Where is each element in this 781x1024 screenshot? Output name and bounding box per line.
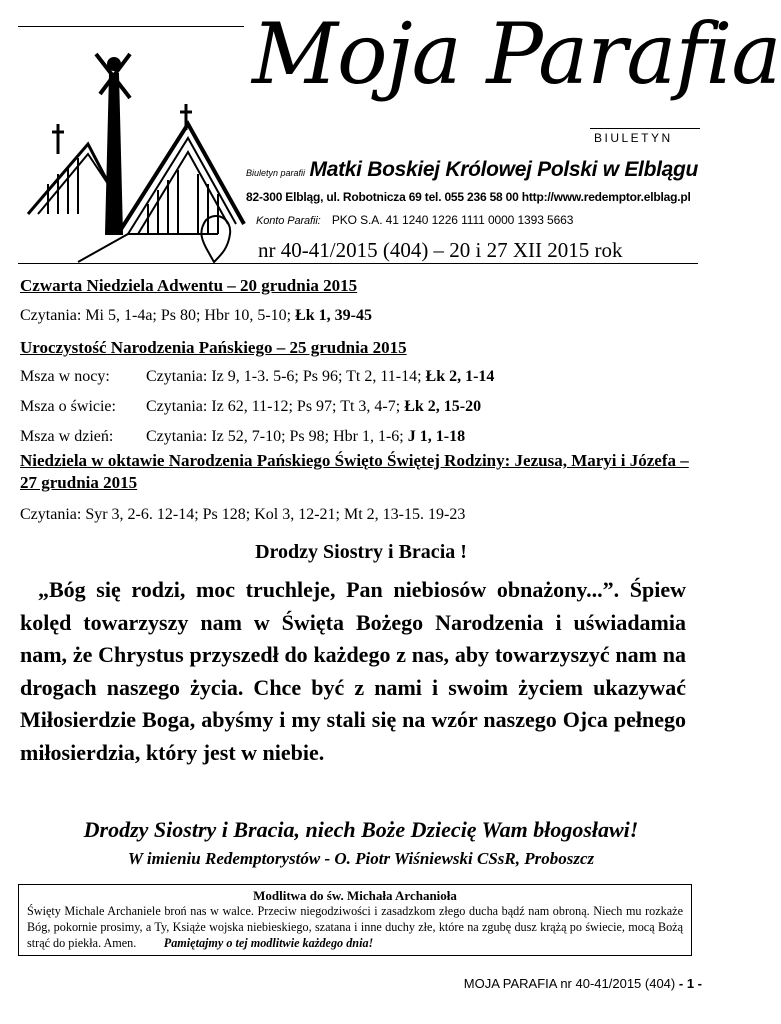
mass-dawn-readings: [20, 398, 481, 416]
account-number: PKO S.A. 41 1240 1226 1111 0000 1393 5663: [331, 213, 574, 227]
church-logo-image: [18, 34, 248, 262]
prayer-title: Modlitwa do św. Michała Archanioła: [253, 888, 457, 903]
mass-label: Msza w nocy:: [20, 368, 110, 385]
signature: W imieniu Redemptorystów - O. Piotr Wiśniewski CSsR, Proboszcz: [127, 849, 595, 868]
mass-readings-text: Czytania: Iz 62, 11-12; Ps 97; Tt 3, 4-7;: [146, 398, 405, 415]
subtitle-rule: [590, 128, 700, 129]
mass-label: Msza w dzień:: [20, 428, 114, 445]
prayer-box: [18, 884, 692, 956]
christmas-heading: Uroczystość Narodzenia Pańskiego – 25 grudnia 2015: [20, 338, 407, 357]
advent-readings: [20, 307, 372, 325]
advent-readings-text: Czytania: Mi 5, 1-4a; Ps 80; Hbr 10, 5-10;: [20, 307, 296, 324]
parish-prefix: Biuletyn parafii: [246, 168, 306, 178]
holy-family-heading: Niedziela w oktawie Narodzenia Pańskiego Święto Świętej Rodziny: Jezusa, Maryi i Józefa – 27 grudnia 2015: [20, 451, 689, 492]
mass-gospel: J 1, 1-18: [407, 428, 466, 445]
advent-gospel: Łk 1, 39-45: [295, 307, 372, 324]
parish-name: Matki Boskiej Królowej Polski w Elblągu: [309, 158, 699, 181]
prayer-text: Święty Michale Archaniele broń nas w walce. Przeciw niegodziwości i zasadzkom złego ducha bądź nam obroną. Niech mu rozkaże Bóg, pokornie prosimy, a Ty, Książe wojska niebieskiego, szatana i inne duchy złe, które na zgubę dusz krążą po świecie, mocą Bożą strąć do piekła. Amen.: [27, 904, 683, 950]
footer-text: MOJA PARAFIA nr 40-41/2015 (404): [463, 976, 676, 991]
blessing: Drodzy Siostry i Bracia, niech Boże Dziecię Wam błogosławi!: [83, 817, 639, 842]
issue-number: nr 40-41/2015 (404) – 20 i 27 XII 2015 rok: [258, 238, 623, 262]
page-number: - 1 -: [678, 976, 702, 991]
page-footer: [464, 976, 702, 991]
prayer-text-block: [27, 903, 683, 951]
bank-account-line: [256, 213, 573, 227]
mass-readings-text: Czytania: Iz 9, 1-3. 5-6; Ps 96; Tt 2, 11-14;: [146, 368, 426, 385]
mass-day-readings: [20, 428, 465, 446]
mass-night-readings: [20, 368, 494, 386]
header-rule-bottom: [18, 263, 698, 264]
prayer-note: Pamiętajmy o tej modlitwie każdego dnia!: [163, 936, 374, 950]
masthead-subtitle: BIULETYN: [594, 131, 673, 145]
header-rule-top: [18, 26, 244, 27]
holy-family-readings: Czytania: Syr 3, 2-6. 12-14; Ps 128; Kol 3, 12-21; Mt 2, 13-15. 19-23: [20, 506, 466, 523]
parish-address: 82-300 Elbląg, ul. Robotnicza 69 tel. 055 236 58 00 http://www.redemptor.elblag.pl: [246, 190, 691, 204]
mass-label: Msza o świcie:: [20, 398, 116, 415]
mass-readings-text: Czytania: Iz 52, 7-10; Ps 98; Hbr 1, 1-6;: [146, 428, 408, 445]
mass-gospel: Łk 2, 1-14: [425, 368, 495, 385]
parish-line: [246, 158, 698, 182]
advent-heading: Czwarta Niedziela Adwentu – 20 grudnia 2015: [20, 276, 358, 295]
mass-gospel: Łk 2, 15-20: [404, 398, 482, 415]
account-label: Konto Parafii:: [256, 215, 321, 227]
message-body: „Bóg się rodzi, moc truchleje, Pan niebiosów obnażony...”. Śpiew kolęd towarzyszy nam w Święta Bożego Narodzenia i uświadamia nam, że Chrystus przyszedł do każdego z nas, aby towarzyszyć nam na drogach naszego życia. Chce być z nami i swoim życiem ukazywać Miłosierdzie Boga, abyśmy i my stali się na wzór naszego Ojca pełnego miłosierdzia, który jest w niebie.: [20, 577, 686, 765]
masthead-title: Moja Parafia: [252, 5, 781, 103]
greeting: Drodzy Siostry i Bracia !: [255, 541, 467, 563]
